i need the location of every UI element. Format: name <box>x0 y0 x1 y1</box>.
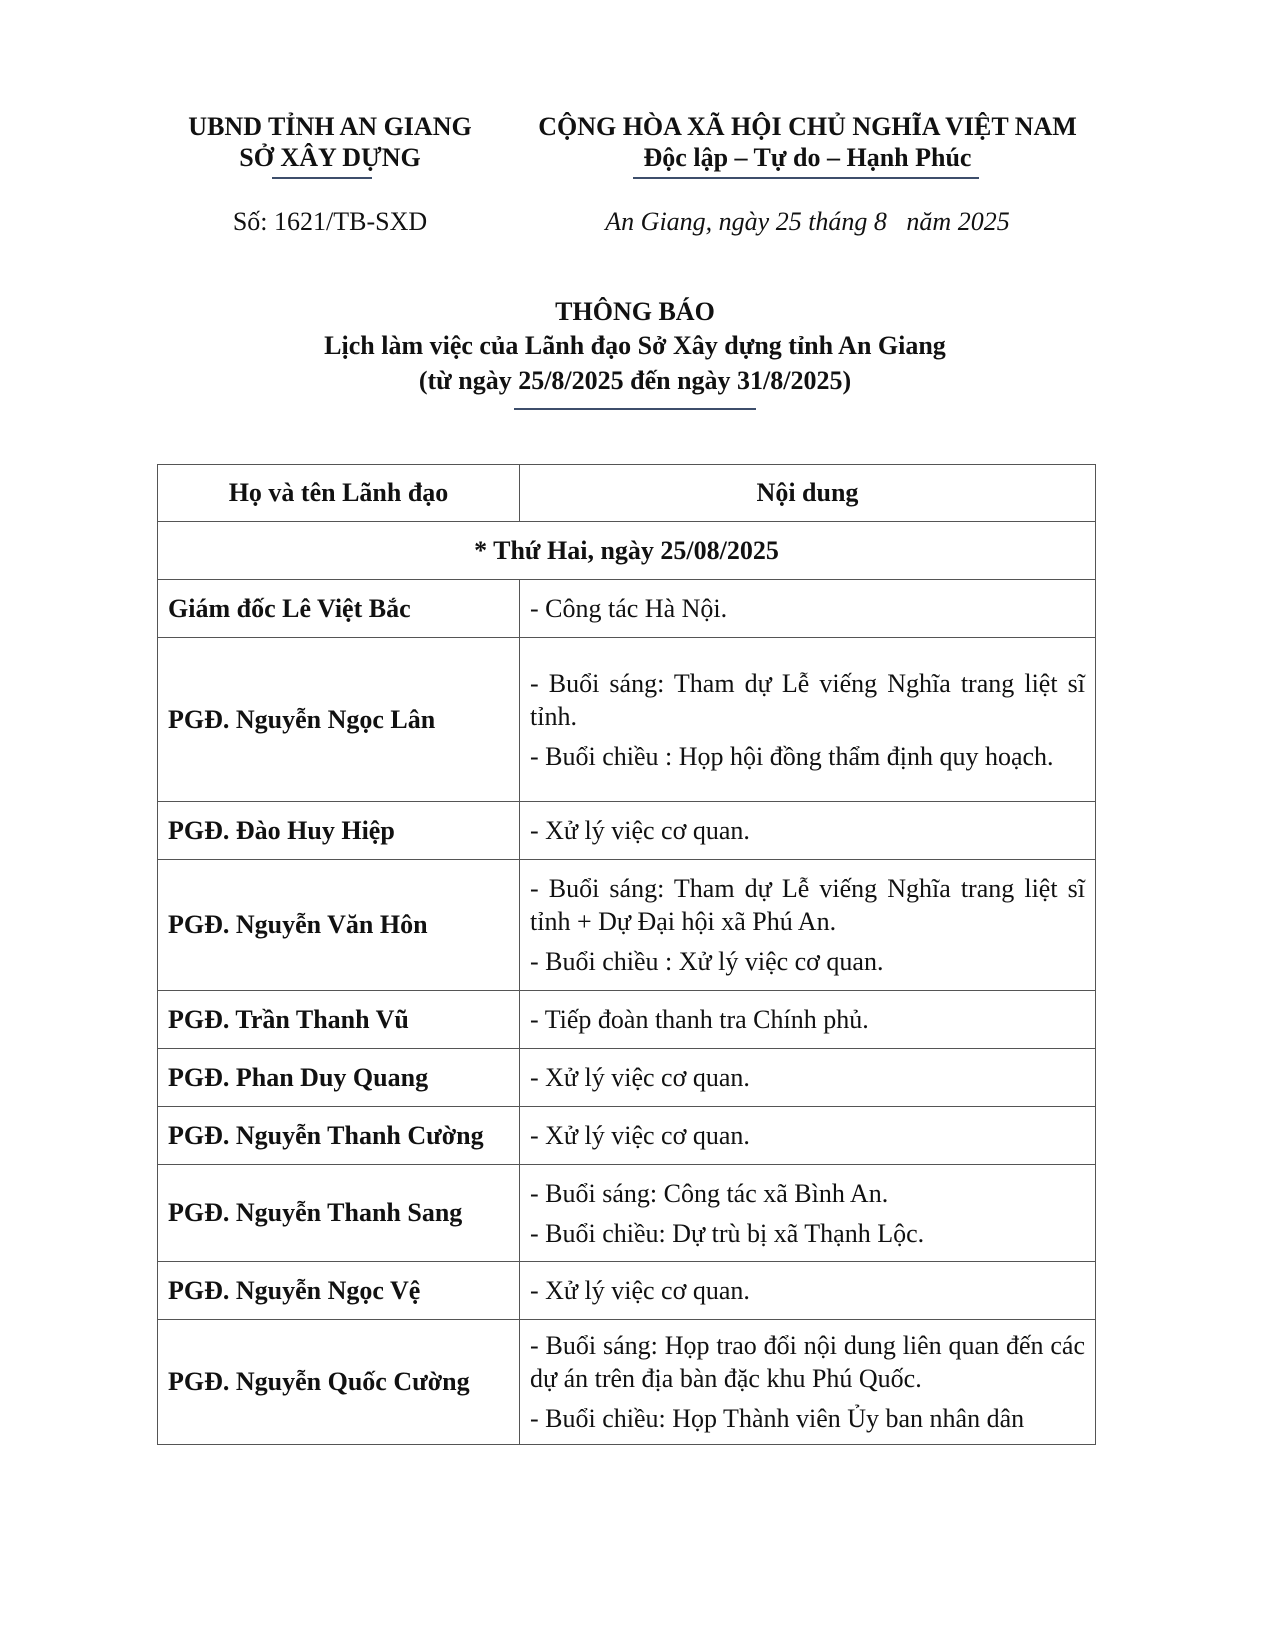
schedule-content <box>520 1049 1096 1107</box>
schedule-item: - Xử lý việc cơ quan. <box>530 1121 750 1150</box>
leader-name: PGĐ. Nguyễn Văn Hôn <box>158 860 520 991</box>
schedule-content <box>520 802 1096 860</box>
table-row <box>158 580 1096 638</box>
schedule-content <box>520 860 1096 991</box>
schedule-item: - Buổi sáng: Công tác xã Bình An. <box>530 1178 889 1208</box>
day-row <box>158 522 1096 580</box>
place-date: An Giang, ngày 25 tháng 8 năm 2025 <box>605 207 1010 236</box>
schedule-item: - Buổi chiều : Họp hội đồng thẩm định quy hoạch. <box>530 741 1054 771</box>
leader-name: PGĐ. Phan Duy Quang <box>158 1049 520 1107</box>
schedule-item: - Buổi sáng: Tham dự Lễ viếng Nghĩa trang liệt sĩ tỉnh. <box>530 668 1085 731</box>
day-label: * Thứ Hai, ngày 25/08/2025 <box>158 522 1096 580</box>
schedule-item: - Buổi sáng: Họp trao đổi nội dung liên quan đến các dự án trên địa bàn đặc khu Phú Quốc. <box>530 1331 1085 1393</box>
schedule-content <box>520 991 1096 1049</box>
leader-name: PGĐ. Nguyễn Thanh Sang <box>158 1165 520 1262</box>
schedule-item: - Buổi chiều : Xử lý việc cơ quan. <box>530 947 884 976</box>
schedule-content <box>520 1320 1096 1445</box>
doc-number: Số: 1621/TB-SXD <box>232 207 428 236</box>
leader-name: PGĐ. Nguyễn Ngọc Vệ <box>158 1262 520 1320</box>
table-row <box>158 1049 1096 1107</box>
doc-date-range: (từ ngày 25/8/2025 đến ngày 31/8/2025) <box>418 366 852 395</box>
schedule-content <box>520 638 1096 802</box>
table-row <box>158 1262 1096 1320</box>
divider <box>272 177 372 179</box>
schedule-content <box>520 1107 1096 1165</box>
column-header-content: Nội dung <box>520 465 1096 522</box>
table-row <box>158 860 1096 991</box>
leader-name: PGĐ. Đào Huy Hiệp <box>158 802 520 860</box>
national-motto: Độc lập – Tự do – Hạnh Phúc <box>643 143 972 172</box>
schedule-content <box>520 1262 1096 1320</box>
agency-name: UBND TỈNH AN GIANG <box>188 112 472 141</box>
doc-title: THÔNG BÁO <box>555 297 715 326</box>
doc-subtitle: Lịch làm việc của Lãnh đạo Sở Xây dựng tỉnh An Giang <box>324 331 946 360</box>
schedule-item: - Tiếp đoàn thanh tra Chính phủ. <box>530 1005 869 1034</box>
leader-name: PGĐ. Nguyễn Ngọc Lân <box>158 638 520 802</box>
table-row <box>158 1320 1096 1445</box>
leader-name: PGĐ. Trần Thanh Vũ <box>158 991 520 1049</box>
schedule-item: - Xử lý việc cơ quan. <box>530 816 750 845</box>
schedule-item: - Công tác Hà Nội. <box>530 594 728 623</box>
table-row <box>158 802 1096 860</box>
column-header-name: Họ và tên Lãnh đạo <box>158 465 520 522</box>
schedule-item: - Xử lý việc cơ quan. <box>530 1063 750 1092</box>
schedule-content <box>520 580 1096 638</box>
department-name: SỞ XÂY DỰNG <box>239 143 421 172</box>
table-row <box>158 638 1096 802</box>
table-row <box>158 991 1096 1049</box>
schedule-item: - Buổi chiều: Dự trù bị xã Thạnh Lộc. <box>530 1218 925 1248</box>
table-row <box>158 1165 1096 1262</box>
schedule-content <box>520 1165 1096 1262</box>
leader-name: PGĐ. Nguyễn Thanh Cường <box>158 1107 520 1165</box>
schedule-item: - Buổi chiều: Họp Thành viên Ủy ban nhân dân <box>530 1404 1025 1433</box>
schedule-table <box>157 464 1096 1445</box>
leader-name: PGĐ. Nguyễn Quốc Cường <box>158 1320 520 1445</box>
table-row <box>158 1107 1096 1165</box>
leader-name: Giám đốc Lê Việt Bắc <box>158 580 520 638</box>
schedule-item: - Buổi sáng: Tham dự Lễ viếng Nghĩa trang liệt sĩ tỉnh + Dự Đại hội xã Phú An. <box>530 874 1085 936</box>
national-title: CỘNG HÒA XÃ HỘI CHỦ NGHĨA VIỆT NAM <box>538 112 1077 141</box>
divider <box>633 177 979 179</box>
divider <box>514 408 756 410</box>
table-header-row <box>158 465 1096 522</box>
schedule-item: - Xử lý việc cơ quan. <box>530 1276 750 1305</box>
